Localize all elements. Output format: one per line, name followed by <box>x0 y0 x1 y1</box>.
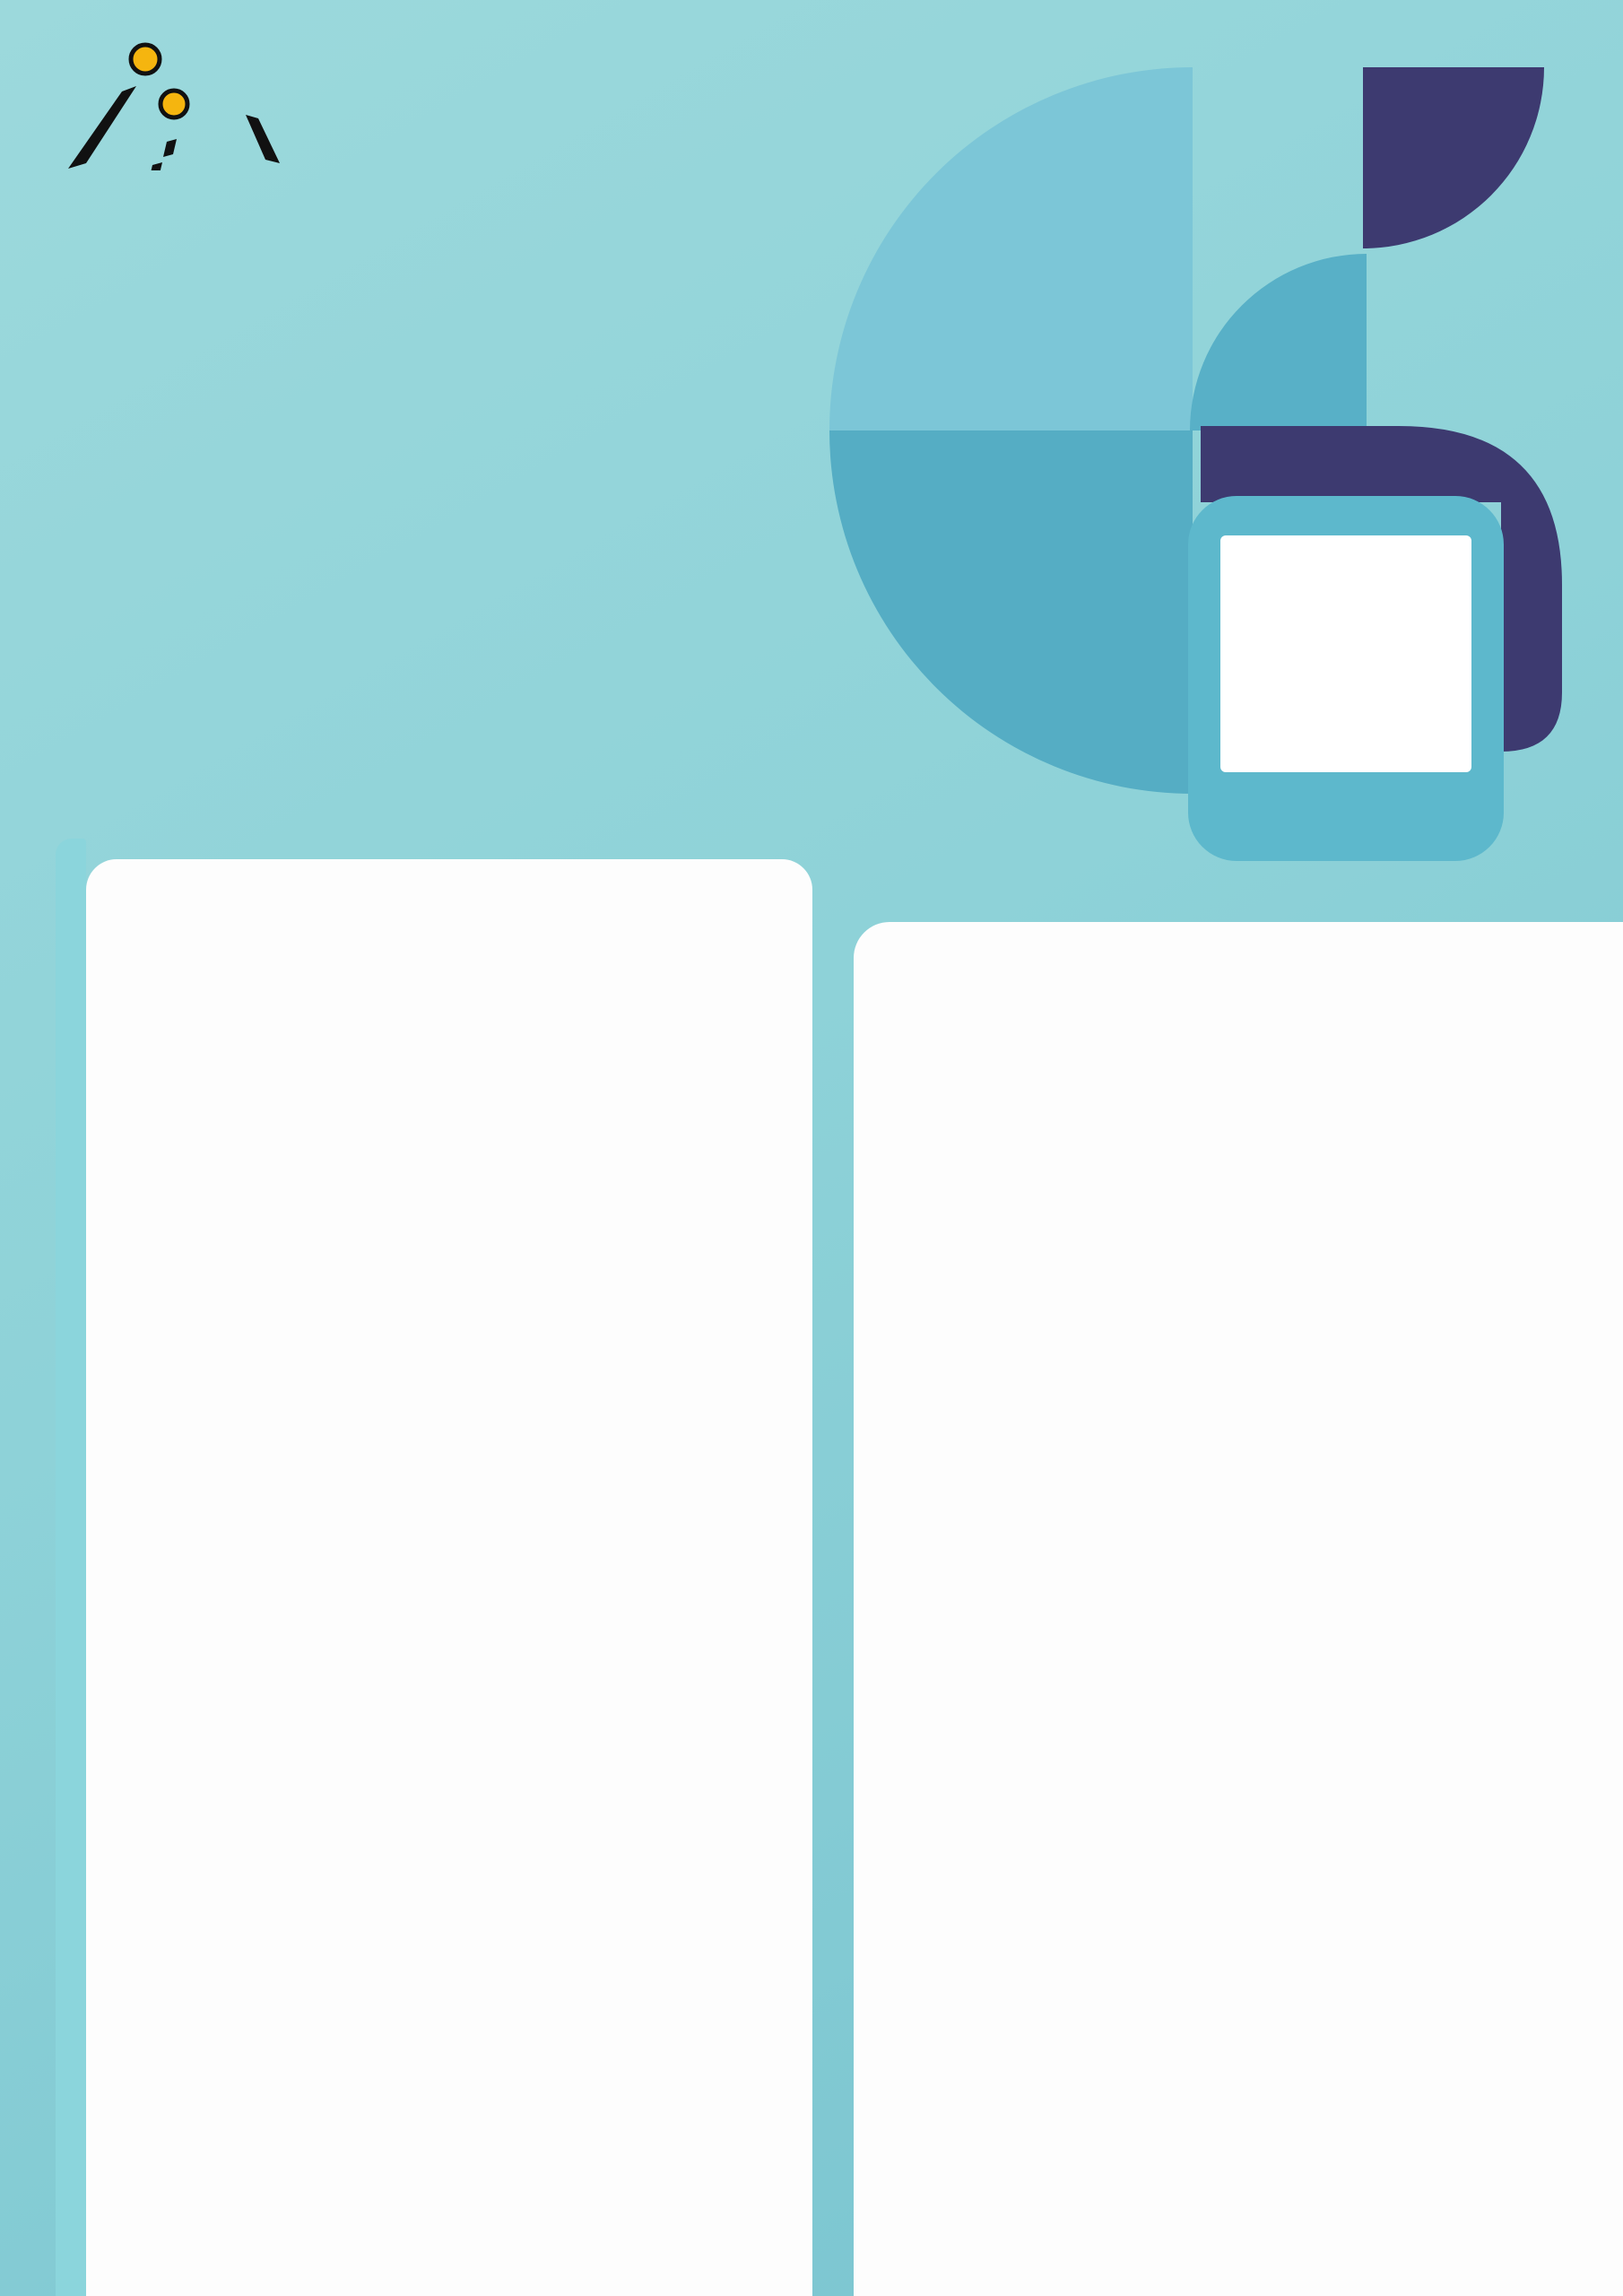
road-dash-icon <box>149 162 162 170</box>
qr-panel <box>1220 535 1471 772</box>
qr-registration-card <box>1188 496 1504 861</box>
left-card-accent-bar <box>56 839 86 2296</box>
agenda-card-left <box>86 859 812 2296</box>
decor-quarter-light <box>829 67 1193 430</box>
decor-quarter-dark <box>829 430 1193 794</box>
decor-quarter-blue <box>1190 254 1367 430</box>
road-dash-icon <box>163 139 177 157</box>
road-stroke-left-icon <box>68 86 136 169</box>
decor-quarter-navy <box>1363 67 1544 248</box>
on-the-road-logo <box>59 36 328 170</box>
road-stroke-right-icon <box>246 115 280 163</box>
logo-yellow-o-icon <box>131 45 160 74</box>
qr-code-icon <box>1242 550 1450 758</box>
logo-yellow-o-icon <box>161 91 187 117</box>
agenda-card-right <box>854 922 1623 2296</box>
